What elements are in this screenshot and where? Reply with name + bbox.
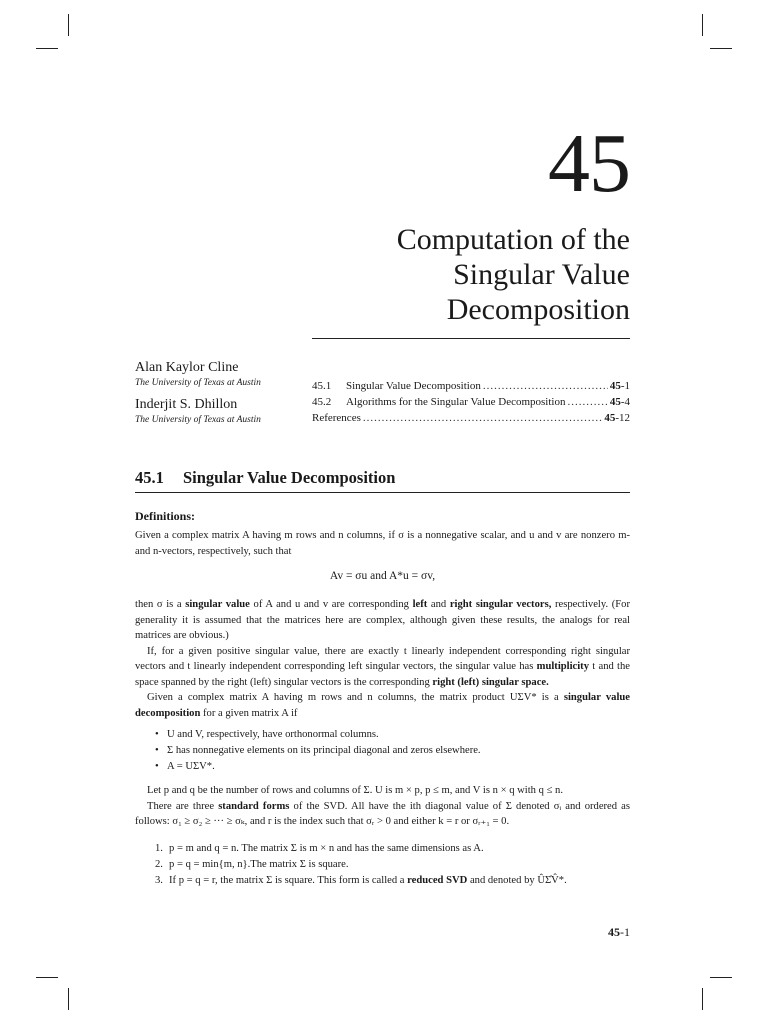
- toc-entry[interactable]: [312, 412, 630, 428]
- toc-leader: [567, 396, 607, 408]
- crop-mark: [68, 14, 69, 36]
- page-number: 45-1: [608, 925, 630, 939]
- crop-mark: [36, 48, 58, 49]
- crop-mark: [702, 14, 703, 36]
- toc-leader: [363, 412, 602, 424]
- list-item: 3. If p = q = r, the matrix Σ is square. This form is called a reduced SVD and denoted by ÛΣ̂V̂*.: [155, 875, 567, 886]
- list-item: 1. p = m and q = n. The matrix Σ is m × n and has the same dimensions as A.: [155, 843, 484, 854]
- crop-mark: [702, 988, 703, 1010]
- toc-number: 45.1: [312, 380, 332, 392]
- chapter-title-line: Decomposition: [446, 293, 630, 326]
- author-affiliation: The University of Texas at Austin: [135, 415, 261, 425]
- body-paragraph: Let p and q be the number of rows and columns of Σ. U is m × p, p ≤ m, and V is n × q with q ≤ n. There are three standard forms of the SVD. All have the ith diagonal value of Σ denoted σᵢ and ordered as follows: σ₁ ≥ σ₂ ≥ ··· ≥ σₖ, and r is the index such that σᵣ > 0 and either k = r or σᵣ₊₁ = 0.: [135, 785, 631, 827]
- title-divider: [312, 338, 630, 339]
- crop-mark: [36, 977, 58, 978]
- toc-page: 45-1: [609, 380, 630, 392]
- toc-entry[interactable]: [312, 396, 630, 412]
- body-paragraph: then σ is a singular value of A and u and v are corresponding left and right singular vectors, respectively. (For generality it is assumed that the matrices here are complex, although given these results, the analogs for real matrices are obvious.) If, for a given positive singular value, there are exactly t linearly independent corresponding right singular vectors and t linearly independent corresponding left singular vectors, the singular value has multiplicity t and the space spanned by the right (left) singular vectors is the corresponding right (left) singular space. Given a complex matrix A having m rows and n columns, the matrix product UΣV* is a singular value decomposition for a given matrix A if: [135, 599, 630, 719]
- toc-entry[interactable]: [312, 380, 630, 396]
- body-paragraph: Given a complex matrix A having m rows and n columns, if σ is a nonnegative scalar, and u and v are nonzero m- and n-vectors, respectively, such that: [135, 530, 630, 557]
- section-divider: [135, 492, 630, 493]
- toc-page: 45-4: [609, 396, 630, 408]
- list-item: • Σ has nonnegative elements on its principal diagonal and zeros elsewhere.: [155, 745, 481, 756]
- crop-mark: [68, 988, 69, 1010]
- list-item: • A = UΣV*.: [155, 761, 215, 772]
- section-number: 45.1: [135, 468, 164, 487]
- toc-label: Singular Value Decomposition: [346, 380, 481, 392]
- section-title: Singular Value Decomposition: [183, 468, 396, 487]
- list-item: 2. p = q = min{m, n}.The matrix Σ is square.: [155, 859, 349, 870]
- chapter-title: [210, 222, 630, 327]
- svd-forms-list: [155, 841, 567, 889]
- toc-label: References: [312, 412, 361, 424]
- definitions-heading: Definitions:: [135, 509, 195, 523]
- toc-number: 45.2: [312, 396, 332, 408]
- crop-mark: [710, 977, 732, 978]
- chapter-title-line: Singular Value: [453, 258, 630, 291]
- chapter-title-line: Computation of the: [396, 223, 630, 256]
- definition-bullets: [155, 727, 481, 775]
- author-name: Inderjit S. Dhillon: [135, 397, 238, 412]
- display-equation: Av = σu and A*u = σv,: [329, 570, 436, 582]
- chapter-contents: [312, 380, 630, 428]
- toc-page: 45-12: [604, 412, 630, 424]
- list-item: • U and V, respectively, have orthonormal columns.: [155, 729, 379, 740]
- section-heading: [135, 468, 395, 488]
- toc-label: Algorithms for the Singular Value Decomposition: [346, 396, 566, 408]
- author-affiliation: The University of Texas at Austin: [135, 378, 261, 388]
- toc-leader: [483, 380, 608, 392]
- crop-mark: [710, 48, 732, 49]
- author-name: Alan Kaylor Cline: [135, 360, 239, 375]
- chapter-number: 45: [548, 117, 630, 210]
